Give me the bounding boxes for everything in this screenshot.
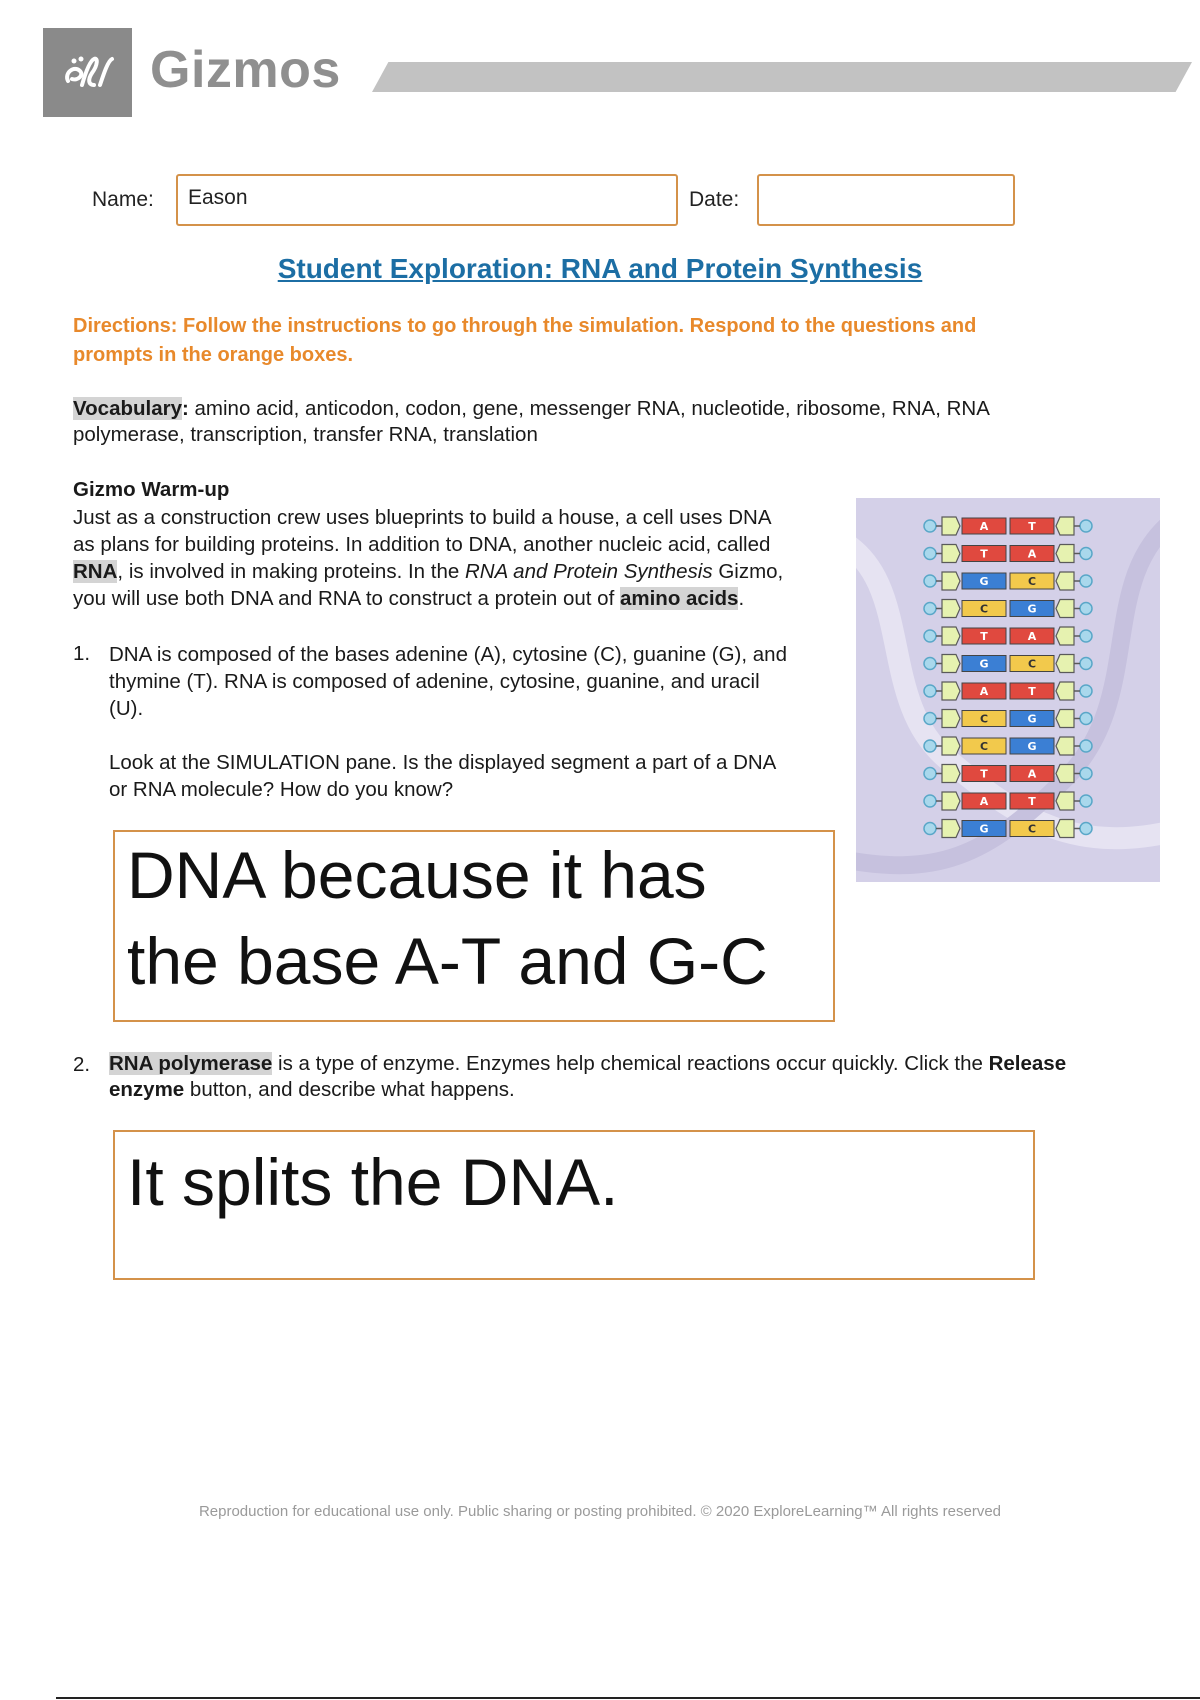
question-1-text <box>109 641 859 803</box>
phosphate-right <box>1080 658 1092 670</box>
warmup-line-3 <box>73 558 843 585</box>
base-letter-right: A <box>1027 547 1037 561</box>
base-letter-right: C <box>1027 575 1037 588</box>
phosphate-right <box>1080 823 1092 835</box>
question-2-number: 2. <box>73 1053 91 1076</box>
warmup-paragraph <box>73 504 843 612</box>
directions-line-1: Directions: Follow the instructions to go through the simulation. Respond to the questions and <box>73 315 977 337</box>
base-letter-right: G <box>1027 712 1037 726</box>
sugar-left <box>942 655 960 673</box>
phosphate-left <box>924 630 936 642</box>
sugar-right <box>1056 655 1074 673</box>
question-1-number: 1. <box>73 642 91 665</box>
sugar-left <box>942 820 960 838</box>
phosphate-right <box>1080 740 1092 752</box>
phosphate-right <box>1080 575 1092 587</box>
sugar-right <box>1056 710 1074 728</box>
sugar-right <box>1056 600 1074 618</box>
amino-acids-term: amino acids <box>619 587 739 610</box>
base-letter-right: A <box>1027 630 1037 643</box>
explorelearning-logo-icon <box>60 51 116 95</box>
phosphate-left <box>924 548 936 560</box>
sugar-right <box>1056 572 1074 590</box>
bottom-rule <box>56 1697 1200 1699</box>
phosphate-right <box>1080 685 1092 697</box>
sugar-left <box>942 600 960 618</box>
sugar-right <box>1056 737 1074 755</box>
page-title: Student Exploration: RNA and Protein Synthesis <box>277 253 923 284</box>
phosphate-right <box>1080 713 1092 725</box>
phosphate-right <box>1080 795 1092 807</box>
phosphate-left <box>924 575 936 587</box>
sugar-right <box>1056 792 1074 810</box>
sugar-right <box>1056 517 1074 535</box>
question-2-text-1: is a type of enzyme. Enzymes help chemical reactions occur quickly. Click the <box>272 1052 989 1075</box>
base-letter-left: A <box>979 685 989 698</box>
directions-line-2: prompts in the orange boxes. <box>73 344 354 366</box>
base-letter-left: C <box>979 602 989 616</box>
base-letter-right: T <box>1028 685 1036 698</box>
phosphate-left <box>924 823 936 835</box>
release-label: Release <box>988 1052 1067 1075</box>
simulation-image <box>856 498 1160 882</box>
date-label: Date: <box>689 188 740 211</box>
answer-2-text: It splits the DNA. <box>127 1145 619 1219</box>
base-letter-left: A <box>979 795 989 808</box>
sugar-left <box>942 737 960 755</box>
phosphate-right <box>1080 548 1092 560</box>
logo-badge <box>43 28 132 117</box>
sugar-left <box>942 572 960 590</box>
base-letter-right: C <box>1027 822 1037 836</box>
base-letter-left: T <box>980 547 988 561</box>
phosphate-left <box>924 685 936 697</box>
sugar-left <box>942 710 960 728</box>
phosphate-left <box>924 768 936 780</box>
phosphate-left <box>924 713 936 725</box>
warmup-line-4 <box>73 585 843 612</box>
sugar-left <box>942 792 960 810</box>
warmup-heading: Gizmo Warm-up <box>73 478 230 501</box>
vocabulary-terms-2: polymerase, transcription, transfer RNA, translation <box>73 423 538 446</box>
copyright-footer: Reproduction for educational use only. Public sharing or posting prohibited. © 2020 ExploreLearning™ All rights reserved <box>198 1503 1002 1520</box>
warmup-line-3-text: , is involved in making proteins. In the <box>117 560 465 583</box>
sugar-right <box>1056 545 1074 563</box>
base-letter-left: G <box>979 822 989 836</box>
sugar-right <box>1056 765 1074 783</box>
base-letter-left: A <box>979 520 989 533</box>
answer-box-1[interactable] <box>113 830 835 1022</box>
sugar-left <box>942 627 960 645</box>
phosphate-right <box>1080 630 1092 642</box>
warmup-line-4-text: you will use both DNA and RNA to construct a protein out of <box>73 587 620 610</box>
base-letter-right: T <box>1028 520 1036 533</box>
sugar-left <box>942 765 960 783</box>
vocabulary <box>73 396 1113 448</box>
answer-1-line-1: DNA because it has <box>127 838 707 912</box>
vocabulary-label: Vocabulary <box>73 397 182 420</box>
base-letter-right: C <box>1027 657 1037 671</box>
base-letter-right: T <box>1028 795 1036 808</box>
base-letter-right: G <box>1027 602 1037 616</box>
dna-ladder <box>856 498 1160 882</box>
rna-term: RNA <box>73 560 118 583</box>
vocabulary-colon: : <box>182 397 189 420</box>
name-field[interactable]: Eason <box>176 174 678 226</box>
question-1-line-1: DNA is composed of the bases adenine (A), cytosine (C), guanine (G), and <box>109 643 787 666</box>
phosphate-left <box>924 740 936 752</box>
rna-polymerase-term: RNA polymerase <box>109 1052 273 1075</box>
base-letter-left: T <box>980 630 988 643</box>
name-label: Name: <box>92 188 154 211</box>
warmup-line-2: as plans for building proteins. In addition to DNA, another nucleic acid, called <box>73 533 771 556</box>
header-bar <box>372 62 1192 92</box>
phosphate-left <box>924 795 936 807</box>
sugar-right <box>1056 682 1074 700</box>
question-1-line-2: thymine (T). RNA is composed of adenine, cytosine, guanine, and uracil <box>109 670 760 693</box>
base-letter-left: G <box>979 657 989 671</box>
gizmo-name: RNA and Protein Synthesis <box>464 560 713 583</box>
warmup-line-4-end: . <box>738 587 745 610</box>
phosphate-left <box>924 520 936 532</box>
sugar-right <box>1056 627 1074 645</box>
phosphate-right <box>1080 603 1092 615</box>
sugar-left <box>942 517 960 535</box>
phosphate-left <box>924 658 936 670</box>
sugar-left <box>942 545 960 563</box>
sugar-right <box>1056 820 1074 838</box>
phosphate-right <box>1080 520 1092 532</box>
base-letter-left: T <box>980 767 988 781</box>
sugar-left <box>942 682 960 700</box>
vocabulary-terms-1: amino acid, anticodon, codon, gene, messenger RNA, nucleotide, ribosome, RNA, RNA <box>188 397 990 420</box>
base-letter-left: G <box>979 575 989 588</box>
directions <box>73 312 1113 370</box>
question-2-text <box>109 1051 1169 1103</box>
question-1-line-5: or RNA molecule? How do you know? <box>109 778 454 801</box>
brand-name: Gizmos <box>150 41 341 99</box>
enzyme-label: enzyme <box>109 1078 185 1101</box>
base-letter-right: G <box>1027 740 1037 753</box>
phosphate-right <box>1080 768 1092 780</box>
question-2-text-2: button, and describe what happens. <box>184 1078 515 1101</box>
answer-1-line-2: the base A-T and G-C <box>127 924 768 998</box>
question-1-line-3: (U). <box>109 697 144 720</box>
warmup-line-3-end: Gizmo, <box>712 560 784 583</box>
question-1-line-4: Look at the SIMULATION pane. Is the displayed segment a part of a DNA <box>109 751 777 774</box>
warmup-line-1: Just as a construction crew uses blueprints to build a house, a cell uses DNA <box>73 506 772 529</box>
answer-box-2[interactable] <box>113 1130 1035 1280</box>
base-letter-left: C <box>979 712 989 726</box>
phosphate-left <box>924 603 936 615</box>
base-letter-left: C <box>979 740 989 753</box>
date-field[interactable] <box>757 174 1015 226</box>
base-letter-right: A <box>1027 767 1037 781</box>
